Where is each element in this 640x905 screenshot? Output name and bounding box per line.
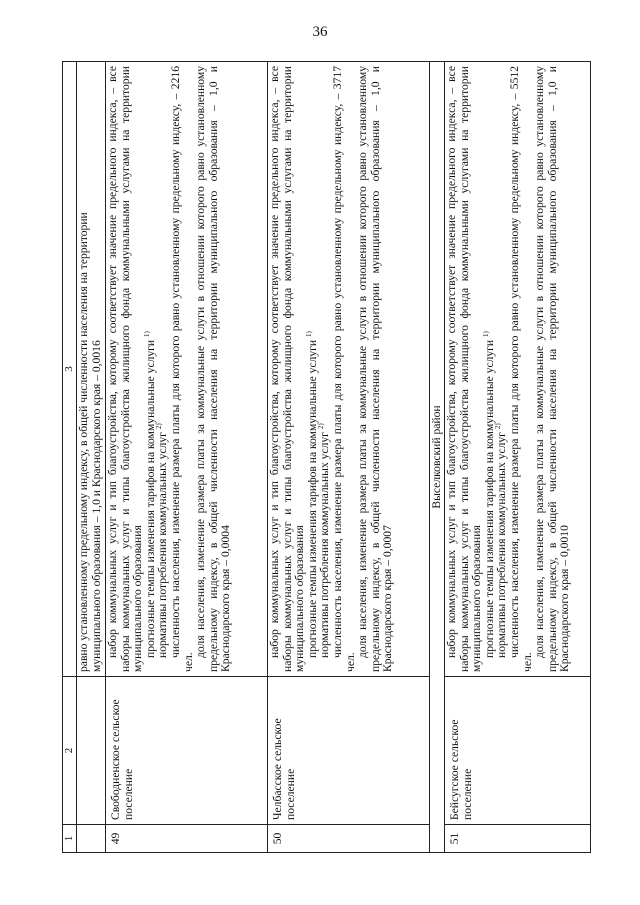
footnote-mark: 1): [304, 331, 313, 337]
utility-set-text: набор коммунальных услуг и тип благоустройства, которому соответствует значение предельного индекса, – все наборы коммунальных услуг и типы благоустройства жилищного фонда коммунальными услугами на территории муниципального образования: [445, 66, 484, 672]
footnote-mark: 1): [142, 331, 151, 337]
row-number-cell: 49: [106, 825, 268, 853]
tariff-forecast-text: прогнозные темпы изменения тарифов на коммунальные услуги $^{1)}$: [142, 331, 157, 658]
utility-set-text: набор коммунальных услуг и тип благоустройства, которому соответствует значение предельного индекса, – все наборы коммунальных услуг и типы благоустройства жилищного фонда коммунальными услугами на территории муниципального образования: [268, 66, 307, 672]
continuation-line-2: муниципального образования – 1,0 и Краснодарского края – 0,0016: [89, 340, 103, 672]
description-cell: [77, 62, 106, 677]
table-header-row: [63, 62, 77, 853]
population-share-text: доля населения, изменение размера платы за коммунальные услуги в отношении которого равно установленному предельному индексу, в общей численности населения на территории муниципального образования – 1,0 и Краснодарского края – 0,0010: [533, 66, 572, 672]
consumption-norms-text: нормативы потребления коммунальных услуг $^{2)}$: [494, 423, 509, 658]
consumption-norms-text: нормативы потребления коммунальных услуг $^{2)}$: [317, 423, 332, 658]
population-share-text: доля населения, изменение размера платы за коммунальные услуги в отношении которого равно установленному предельному индексу, в общей численности населения на территории муниципального образования – 1,0 и Краснодарского края – 0,0007: [356, 66, 395, 672]
row-number-cell: 50: [268, 825, 430, 853]
header-col-3: 3: [63, 62, 77, 677]
table-row-continuation: [77, 62, 106, 853]
consumption-norms-text: нормативы потребления коммунальных услуг $^{2)}$: [155, 423, 170, 658]
municipality-cell: Челбасское сельское поселение: [268, 677, 430, 825]
footnote-mark: 2): [155, 423, 164, 430]
district-title: Выселковский район: [430, 62, 445, 853]
population-count-text: численность населения, изменение размера платы для которого равно установленному предельному индексу, – 3717 чел.: [330, 66, 357, 672]
rotated-table-wrapper: [62, 61, 578, 853]
row-number-cell: [77, 825, 106, 853]
description-cell: [106, 62, 268, 677]
limit-index-table: [62, 61, 591, 853]
header-col-1: 1: [63, 825, 77, 853]
table-row: [268, 62, 430, 853]
footnote-mark: 2): [494, 423, 503, 430]
description-cell: [445, 62, 591, 677]
population-count-text: численность населения, изменение размера платы для которого равно установленному предельному индексу, – 5512 чел.: [507, 66, 534, 672]
tariff-forecast-text: прогнозные темпы изменения тарифов на коммунальные услуги $^{1)}$: [481, 331, 496, 658]
municipality-cell: Бейсугское сельское поселение: [445, 677, 591, 825]
utility-set-text: набор коммунальных услуг и тип благоустройства, которому соответствует значение предельного индекса, – все наборы коммунальных услуг и типы благоустройства жилищного фонда коммунальными услугами на территории муниципального образования: [106, 66, 145, 672]
page-number: 36: [312, 24, 328, 40]
footnote-mark: 1): [481, 331, 490, 337]
description-cell: [268, 62, 430, 677]
row-number-cell: 51: [445, 825, 591, 853]
header-col-2: 2: [63, 677, 77, 825]
table-row: [445, 62, 591, 853]
district-header-row: [430, 62, 445, 853]
municipality-cell: Свободненское сельское поселение: [106, 677, 268, 825]
table-row: [106, 62, 268, 853]
footnote-mark: 2): [317, 423, 326, 430]
municipality-cell: [77, 677, 106, 825]
continuation-line-1: равно установленному предельному индексу, в общей численности населения на территории: [77, 212, 90, 672]
tariff-forecast-text: прогнозные темпы изменения тарифов на коммунальные услуги $^{1)}$: [304, 331, 319, 658]
population-share-text: доля населения, изменение размера платы за коммунальные услуги в отношении которого равно установленному предельному индексу, в общей численности населения на территории муниципального образования – 1,0 и Краснодарского края – 0,0004: [194, 66, 233, 672]
population-count-text: численность населения, изменение размера платы для которого равно установленному предельному индексу, – 2216 чел.: [168, 66, 195, 672]
